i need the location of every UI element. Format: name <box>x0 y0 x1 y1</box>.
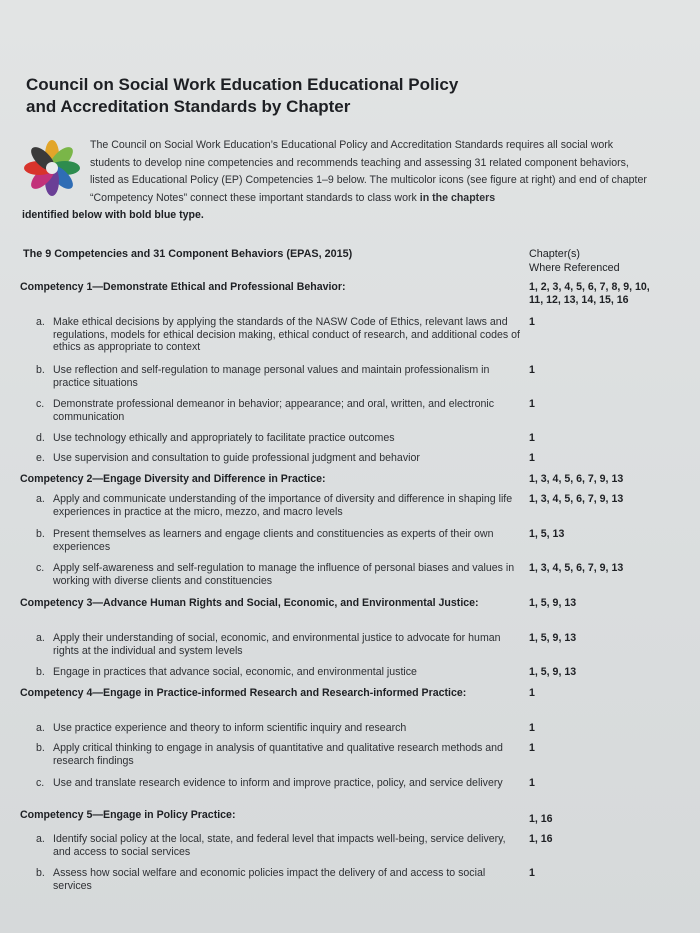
competency-1-item-e <box>36 452 520 465</box>
competency-4-item-b-chapters: 1 <box>529 742 535 754</box>
competency-5-item-b-chapters: 1 <box>529 867 535 879</box>
competency-1-item-e-chapters: 1 <box>529 452 535 464</box>
competency-3-title: Competency 3—Advance Human Rights and Social, Economic, and Environmental Justice: <box>20 597 479 609</box>
competency-4-item-c <box>36 777 520 790</box>
competency-4-item-a <box>36 722 520 735</box>
competency-2-chapters: 1, 3, 4, 5, 6, 7, 9, 13 <box>529 473 624 485</box>
competency-5-chapters: 1, 16 <box>529 813 553 825</box>
item-text: Identify social policy at the local, state, and federal level that impacts well-being, service delivery, and access to social services <box>53 833 506 858</box>
competency-5-item-b <box>36 867 520 892</box>
intro-paragraph <box>90 137 650 207</box>
competency-4-chapters: 1 <box>529 687 535 699</box>
multicolor-hands-icon <box>22 138 82 198</box>
title-line-2: and Accreditation Standards by Chapter <box>26 97 351 116</box>
competency-4-title: Competency 4—Engage in Practice-informed Research and Research-informed Practice: <box>20 687 467 699</box>
competency-1-item-c-chapters: 1 <box>529 398 535 410</box>
competency-1-item-a-chapters: 1 <box>529 316 535 328</box>
competency-2-item-b-chapters: 1, 5, 13 <box>529 528 565 540</box>
item-text: Apply and communicate understanding of the importance of diversity and difference in shaping life experiences in practice at the micro, mezzo, and macro levels <box>53 493 513 518</box>
competency-1-item-d-chapters: 1 <box>529 432 535 444</box>
item-text: Use technology ethically and appropriately to facilitate practice outcomes <box>53 432 395 444</box>
page-title <box>26 74 546 118</box>
item-letter: c. <box>36 562 45 574</box>
item-letter: b. <box>36 666 45 678</box>
intro-body: The Council on Social Work Education’s Educational Policy and Accreditation Standards requires all social work students to develop nine competencies and recommends teaching and assessing 31 related component behaviors, listed as Educational Policy (EP) Competencies 1–9 below. The multicolor icons (see figure at right) and end of chapter “Competency Notes” connect these important standards to class work <box>90 139 647 204</box>
competency-2-title: Competency 2—Engage Diversity and Difference in Practice: <box>20 473 326 485</box>
competency-2-item-a <box>36 493 520 518</box>
title-line-1: Council on Social Work Education Educational Policy <box>26 75 459 94</box>
item-letter: a. <box>36 632 45 644</box>
competency-3-item-b <box>36 666 520 679</box>
item-letter: d. <box>36 432 45 444</box>
item-letter: b. <box>36 364 45 376</box>
competency-1-item-b-chapters: 1 <box>529 364 535 376</box>
competency-2-item-a-chapters: 1, 3, 4, 5, 6, 7, 9, 13 <box>529 493 624 505</box>
item-letter: c. <box>36 777 45 789</box>
intro-bold-tail-a: in the chapters <box>419 191 496 204</box>
competency-3-item-a-chapters: 1, 5, 9, 13 <box>529 632 577 644</box>
competency-3-chapters: 1, 5, 9, 13 <box>529 597 577 609</box>
competency-1-item-d <box>36 432 520 445</box>
item-text: Use reflection and self-regulation to manage personal values and maintain professionalism in practice situations <box>53 364 490 389</box>
item-letter: b. <box>36 742 45 754</box>
competency-2-item-b <box>36 528 520 553</box>
competency-4-item-c-chapters: 1 <box>529 777 535 789</box>
competency-5-title: Competency 5—Engage in Policy Practice: <box>20 809 236 821</box>
item-text: Apply self-awareness and self-regulation to manage the influence of personal biases and values in working with diverse clients and constituencies <box>53 562 515 587</box>
item-letter: e. <box>36 452 45 464</box>
competency-2-item-c-chapters: 1, 3, 4, 5, 6, 7, 9, 13 <box>529 562 624 574</box>
item-text: Apply their understanding of social, economic, and environmental justice to advocate for human rights at the individual and system levels <box>53 632 501 657</box>
item-letter: c. <box>36 398 45 410</box>
item-letter: a. <box>36 833 45 845</box>
competency-4-item-b <box>36 742 520 767</box>
intro-bold-tail-b: identified below with bold blue type. <box>22 209 204 221</box>
competency-1-chapters: 1, 2, 3, 4, 5, 6, 7, 8, 9, 10, 11, 12, 13, 14, 15, 16 <box>529 281 650 306</box>
competency-1-item-a <box>36 316 520 354</box>
table-header-competencies: The 9 Competencies and 31 Component Behaviors (EPAS, 2015) <box>23 248 353 260</box>
competency-1-item-b <box>36 364 520 389</box>
chapters-header-line-2: Where Referenced <box>529 262 620 274</box>
item-text: Use and translate research evidence to inform and improve practice, policy, and service delivery <box>53 777 503 789</box>
competency-3-item-a <box>36 632 520 657</box>
item-letter: b. <box>36 867 45 879</box>
competency-4-item-a-chapters: 1 <box>529 722 535 734</box>
chapters-header-line-1: Chapter(s) <box>529 248 581 260</box>
item-letter: a. <box>36 316 45 328</box>
item-text: Use practice experience and theory to inform scientific inquiry and research <box>53 722 407 734</box>
item-text: Apply critical thinking to engage in analysis of quantitative and qualitative research methods and research findings <box>53 742 503 767</box>
item-text: Make ethical decisions by applying the standards of the NASW Code of Ethics, relevant laws and regulations, models for ethical decision making, ethical conduct of research, and additional codes of ethics as appropriate to context <box>53 316 520 353</box>
table-header-chapters <box>529 247 649 275</box>
item-text: Present themselves as learners and engage clients and constituencies as experts of their own experiences <box>53 528 494 553</box>
competency-1-item-c <box>36 398 520 423</box>
item-letter: a. <box>36 722 45 734</box>
competency-3-item-b-chapters: 1, 5, 9, 13 <box>529 666 577 678</box>
item-text: Demonstrate professional demeanor in behavior; appearance; and oral, written, and electronic communication <box>53 398 495 423</box>
competency-2-item-c <box>36 562 520 587</box>
item-letter: a. <box>36 493 45 505</box>
item-text: Use supervision and consultation to guide professional judgment and behavior <box>53 452 420 464</box>
item-text: Assess how social welfare and economic policies impact the delivery of and access to social services <box>53 867 486 892</box>
competency-1-title: Competency 1—Demonstrate Ethical and Professional Behavior: <box>20 281 346 293</box>
competency-5-item-a <box>36 833 520 858</box>
item-text: Engage in practices that advance social, economic, and environmental justice <box>53 666 417 678</box>
item-letter: b. <box>36 528 45 540</box>
competency-5-item-a-chapters: 1, 16 <box>529 833 553 845</box>
